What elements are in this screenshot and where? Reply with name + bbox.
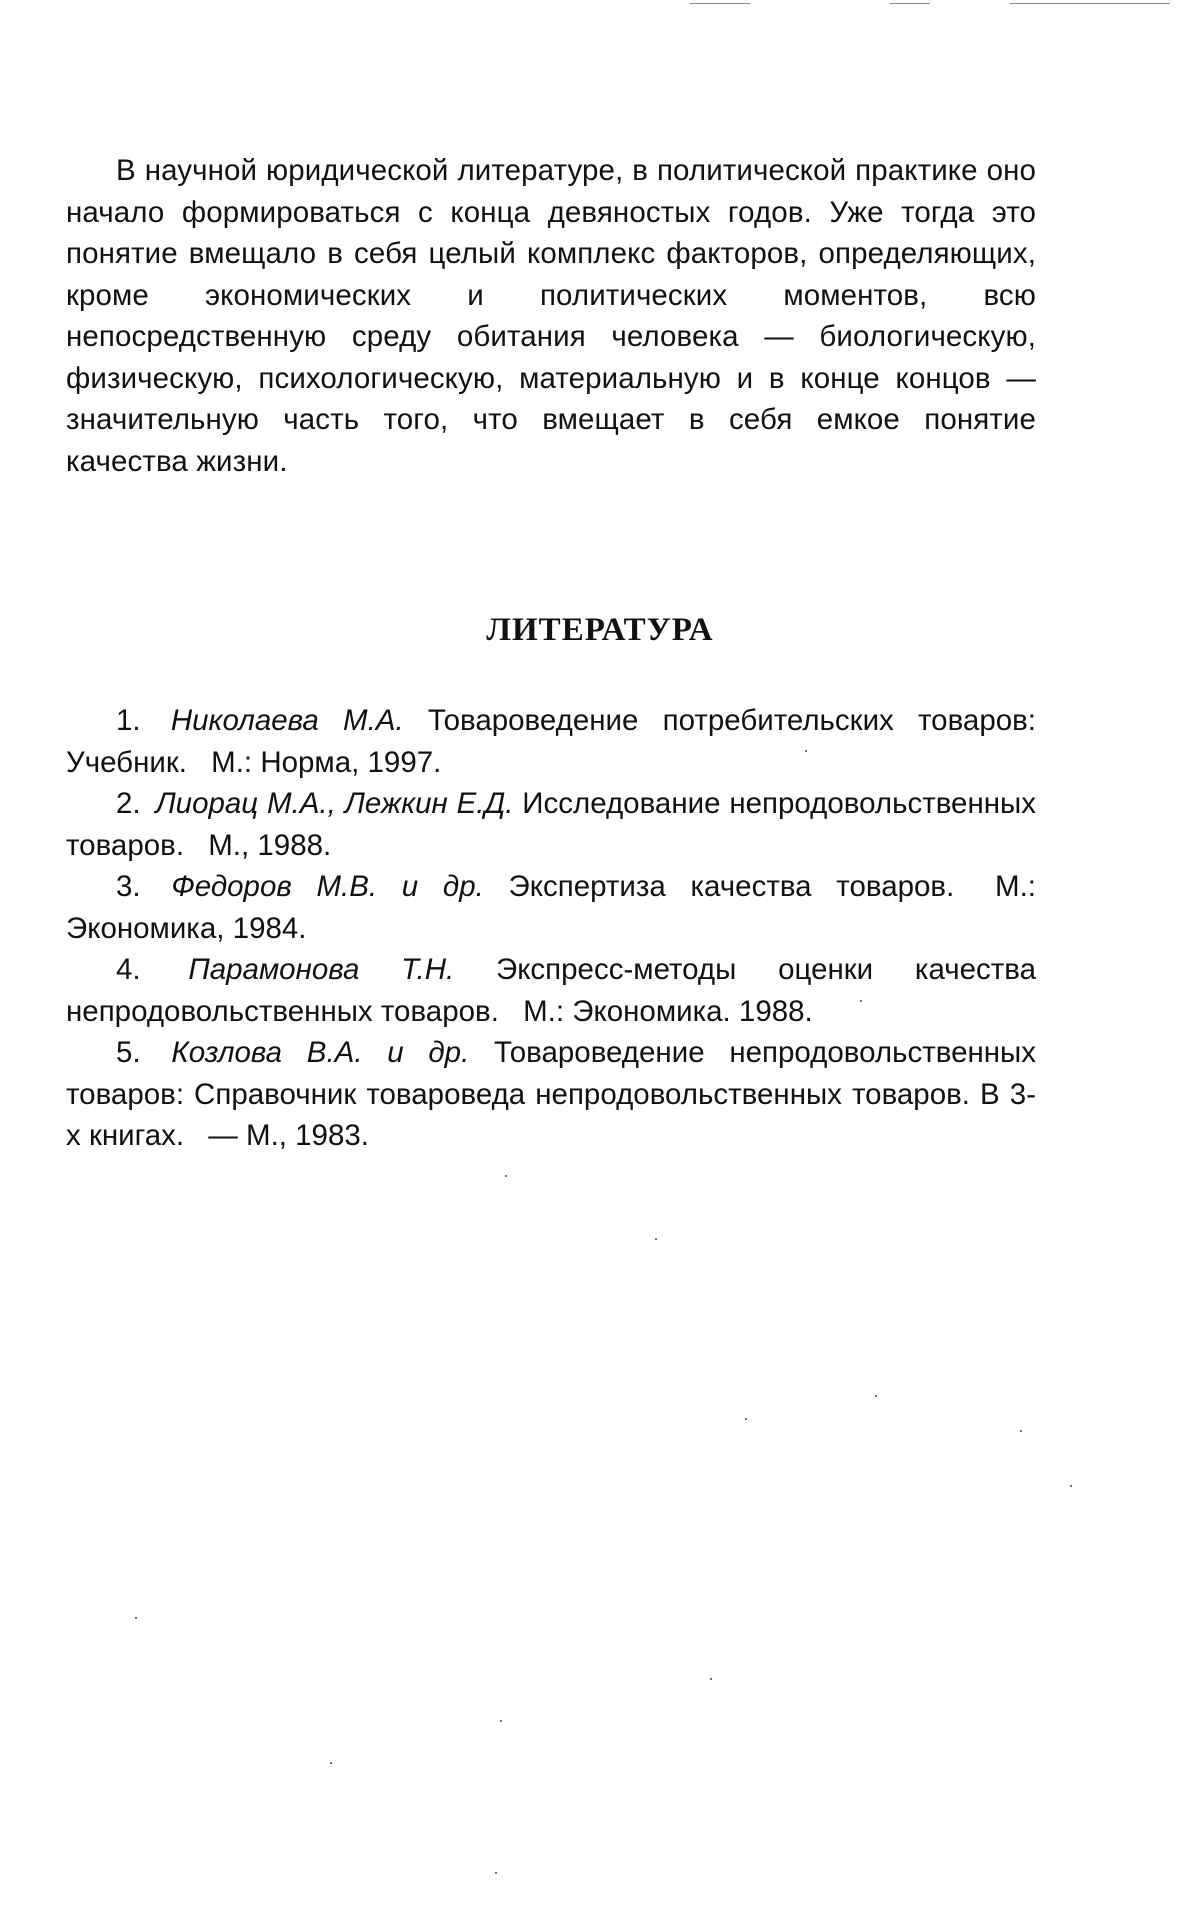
reference-title: Экспертиза качества товаров. (509, 870, 955, 903)
reference-publisher: М.: Норма, 1997. (211, 746, 441, 779)
reference-number: 3. (116, 870, 141, 903)
reference-item (66, 866, 1036, 949)
scan-artifact (1010, 3, 1170, 4)
scan-speck (1020, 1430, 1022, 1432)
reference-number: 1. (116, 704, 141, 737)
section-title: ЛИТЕРАТУРА (0, 612, 1200, 649)
reference-author: Лиорац М.А., Лежкин Е.Д. (155, 787, 513, 820)
document-page (0, 0, 1200, 1929)
reference-author: Парамонова Т.Н. (188, 953, 454, 986)
scan-speck (1070, 1485, 1072, 1487)
reference-number: 5. (116, 1036, 141, 1069)
scan-speck (135, 1617, 137, 1619)
reference-item (66, 700, 1036, 783)
reference-publisher: М., 1988. (208, 829, 331, 862)
scan-speck (655, 1238, 657, 1240)
scan-artifact (890, 3, 930, 4)
reference-item (66, 783, 1036, 866)
scan-artifact (690, 3, 750, 4)
scan-speck (330, 1762, 332, 1764)
reference-title: Экспресс-методы оценки качества непродовольственных товаров. (66, 953, 1036, 1028)
reference-publisher: М.: Экономика, 1984. (66, 870, 1036, 945)
scan-speck (505, 1175, 507, 1177)
reference-publisher: М.: Экономика. 1988. (523, 995, 813, 1028)
reference-publisher: — М., 1983. (208, 1119, 369, 1152)
reference-author: Козлова В.А. и др. (171, 1036, 469, 1069)
reference-author: Федоров М.В. и др. (171, 870, 484, 903)
scan-speck (875, 1395, 877, 1397)
reference-number: 2. (116, 787, 141, 820)
reference-title: Товароведение потребительских товаров: Учебник. (66, 704, 1036, 779)
reference-title: Товароведение непродовольственных товаров: Справочник товароведа непродовольственных товаров. В 3-х книгах. (66, 1036, 1036, 1152)
scan-speck (745, 1418, 747, 1420)
reference-title: Исследование непродовольственных товаров. (66, 787, 1036, 862)
scan-speck (500, 1720, 502, 1722)
body-paragraph: В научной юридической литературе, в политической практике оно начало формироваться с конца девяностых годов. Уже тогда это понятие вмещало в себя целый комплекс факторов, определяющих, кроме экономических и политических моментов, всю непосредственную среду обитания человека — биологическую, физическую, психологическую, материальную и в конце концов — значительную часть того, что вмещает в себя емкое понятие качества жизни. (66, 150, 1036, 482)
reference-item (66, 949, 1036, 1032)
scan-speck (495, 1872, 497, 1874)
scan-speck (710, 1678, 712, 1680)
reference-number: 4. (116, 953, 141, 986)
reference-item (66, 1032, 1036, 1157)
reference-list (66, 700, 1036, 1157)
reference-author: Николаева М.А. (171, 704, 404, 737)
scan-speck (860, 1000, 862, 1002)
scan-speck (805, 750, 807, 752)
